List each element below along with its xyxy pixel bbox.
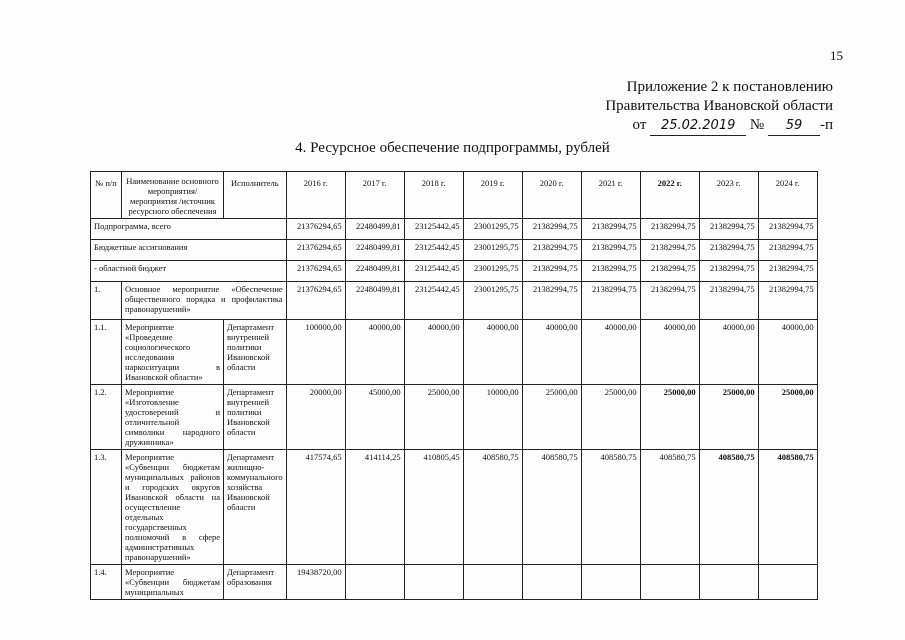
table-cell: 25000,00 — [404, 385, 463, 450]
table-cell: 23001295,75 — [463, 219, 522, 240]
row-executor: Департамент образования — [224, 565, 287, 600]
number-suffix: -п — [819, 117, 833, 133]
header-year: 2020 г. — [522, 172, 581, 219]
table-cell: 23125442,45 — [404, 240, 463, 261]
row-name: Мероприятие «Субвенции бюджетам муниципальных районов и городских округов Ивановской области на осуществление отдельных государственных полномочий в сфере административных правонарушений» — [122, 450, 224, 565]
header-executor: Исполнитель — [224, 172, 287, 219]
row-label: Бюджетные ассигнования — [91, 240, 287, 261]
row-name: Основное мероприятие «Обеспечение общественного порядка и профилактика правонарушений» — [122, 282, 287, 320]
table-cell — [404, 565, 463, 600]
table-cell: 21382994,75 — [640, 282, 699, 320]
table-cell: 414114,25 — [345, 450, 404, 565]
table-cell: 23125442,45 — [404, 261, 463, 282]
row-label: Подпрограмма, всего — [91, 219, 287, 240]
table-cell: 23001295,75 — [463, 282, 522, 320]
document-header — [605, 78, 833, 136]
table-row — [91, 320, 818, 385]
table-header-row — [91, 172, 818, 219]
table-cell: 25000,00 — [640, 385, 699, 450]
table-cell: 23125442,45 — [404, 282, 463, 320]
table-cell: 21376294,65 — [286, 240, 345, 261]
table-cell: 40000,00 — [640, 320, 699, 385]
header-year: 2024 г. — [758, 172, 817, 219]
table-cell: 21376294,65 — [286, 219, 345, 240]
table-cell: 40000,00 — [581, 320, 640, 385]
table-cell: 21382994,75 — [699, 219, 758, 240]
table-cell: 417574,65 — [286, 450, 345, 565]
table-cell: 21382994,75 — [640, 261, 699, 282]
table-cell: 40000,00 — [463, 320, 522, 385]
table-cell — [345, 565, 404, 600]
header-name: Наименование основного мероприятия/мероприятия /источник ресурсного обеспечения — [122, 172, 224, 219]
page-title: 4. Ресурсное обеспечение подпрограммы, рублей — [295, 140, 610, 156]
row-name: Мероприятие «Проведение социологического исследования наркоситуации в Ивановской области» — [122, 320, 224, 385]
table-cell: 21382994,75 — [699, 240, 758, 261]
table-cell: 100000,00 — [286, 320, 345, 385]
table-cell: 25000,00 — [522, 385, 581, 450]
table-cell: 408580,75 — [699, 450, 758, 565]
table-cell: 21382994,75 — [699, 261, 758, 282]
table-cell: 40000,00 — [522, 320, 581, 385]
table-row — [91, 565, 818, 600]
table-cell: 21382994,75 — [522, 219, 581, 240]
row-executor: Департамент внутренней политики Ивановской области — [224, 320, 287, 385]
table-cell: 410805,45 — [404, 450, 463, 565]
table-cell: 40000,00 — [345, 320, 404, 385]
header-year: 2021 г. — [581, 172, 640, 219]
header-line-3 — [605, 116, 833, 136]
table-row — [91, 450, 818, 565]
table-cell: 21382994,75 — [522, 261, 581, 282]
table-cell: 25000,00 — [581, 385, 640, 450]
table-cell: 408580,75 — [463, 450, 522, 565]
header-year: 2016 г. — [286, 172, 345, 219]
number-label: № — [749, 117, 765, 133]
table-cell: 21382994,75 — [640, 240, 699, 261]
table-cell: 21382994,75 — [581, 261, 640, 282]
table-row — [91, 282, 818, 320]
header-year: 2019 г. — [463, 172, 522, 219]
table-cell: 408580,75 — [522, 450, 581, 565]
table-cell: 25000,00 — [758, 385, 817, 450]
table-cell — [640, 565, 699, 600]
table-cell: 23001295,75 — [463, 261, 522, 282]
table-cell — [522, 565, 581, 600]
table-cell: 40000,00 — [699, 320, 758, 385]
header-line-2: Правительства Ивановской области — [605, 98, 833, 114]
row-executor: Департамент внутренней политики Ивановской области — [224, 385, 287, 450]
header-line-1: Приложение 2 к постановлению — [626, 79, 833, 95]
row-name: Мероприятие «Субвенции бюджетам муниципальных — [122, 565, 224, 600]
table-cell — [463, 565, 522, 600]
header-year: 2023 г. — [699, 172, 758, 219]
handwritten-date: 25.02.2019 — [650, 116, 746, 136]
from-label: от — [632, 117, 647, 133]
table-cell: 21382994,75 — [758, 261, 817, 282]
table-cell: 21382994,75 — [758, 240, 817, 261]
table-cell: 22480499,81 — [345, 282, 404, 320]
table-cell: 45000,00 — [345, 385, 404, 450]
row-number: 1.1. — [91, 320, 122, 385]
table-cell: 40000,00 — [758, 320, 817, 385]
table-cell: 22480499,81 — [345, 261, 404, 282]
header-no: № п/п — [91, 172, 122, 219]
table-cell: 21382994,75 — [581, 240, 640, 261]
row-name: Мероприятие «Изготовление удостоверений и отличительной символики народного дружинника» — [122, 385, 224, 450]
table-cell: 25000,00 — [699, 385, 758, 450]
table-cell: 21382994,75 — [640, 219, 699, 240]
table-cell: 23001295,75 — [463, 240, 522, 261]
header-year: 2017 г. — [345, 172, 404, 219]
table-cell: 21382994,75 — [522, 240, 581, 261]
row-executor: Департамент жилищно-коммунального хозяйства Ивановской области — [224, 450, 287, 565]
table-row — [91, 385, 818, 450]
table-cell: 21382994,75 — [581, 219, 640, 240]
table-row — [91, 261, 818, 282]
page-number: 15 — [830, 48, 843, 63]
table-cell: 40000,00 — [404, 320, 463, 385]
table-cell: 408580,75 — [758, 450, 817, 565]
table-cell: 21382994,75 — [522, 282, 581, 320]
table-cell — [699, 565, 758, 600]
resource-table — [90, 171, 818, 600]
row-number: 1.3. — [91, 450, 122, 565]
table-cell: 21376294,65 — [286, 261, 345, 282]
table-cell: 22480499,81 — [345, 219, 404, 240]
row-label: - областной бюджет — [91, 261, 287, 282]
table-row — [91, 240, 818, 261]
table-cell: 22480499,81 — [345, 240, 404, 261]
row-number: 1. — [91, 282, 122, 320]
table-row — [91, 219, 818, 240]
table-cell: 21376294,65 — [286, 282, 345, 320]
header-year: 2018 г. — [404, 172, 463, 219]
row-number: 1.4. — [91, 565, 122, 600]
table-cell — [758, 565, 817, 600]
table-cell: 20000,00 — [286, 385, 345, 450]
table-cell: 19438720,00 — [286, 565, 345, 600]
header-year: 2022 г. — [640, 172, 699, 219]
row-number: 1.2. — [91, 385, 122, 450]
table-cell: 21382994,75 — [758, 282, 817, 320]
table-cell: 10000,00 — [463, 385, 522, 450]
handwritten-number: 59 — [768, 116, 820, 136]
table-cell: 21382994,75 — [581, 282, 640, 320]
table-cell: 23125442,45 — [404, 219, 463, 240]
table-cell: 408580,75 — [581, 450, 640, 565]
table-cell: 21382994,75 — [699, 282, 758, 320]
table-cell: 21382994,75 — [758, 219, 817, 240]
table-cell — [581, 565, 640, 600]
table-cell: 408580,75 — [640, 450, 699, 565]
